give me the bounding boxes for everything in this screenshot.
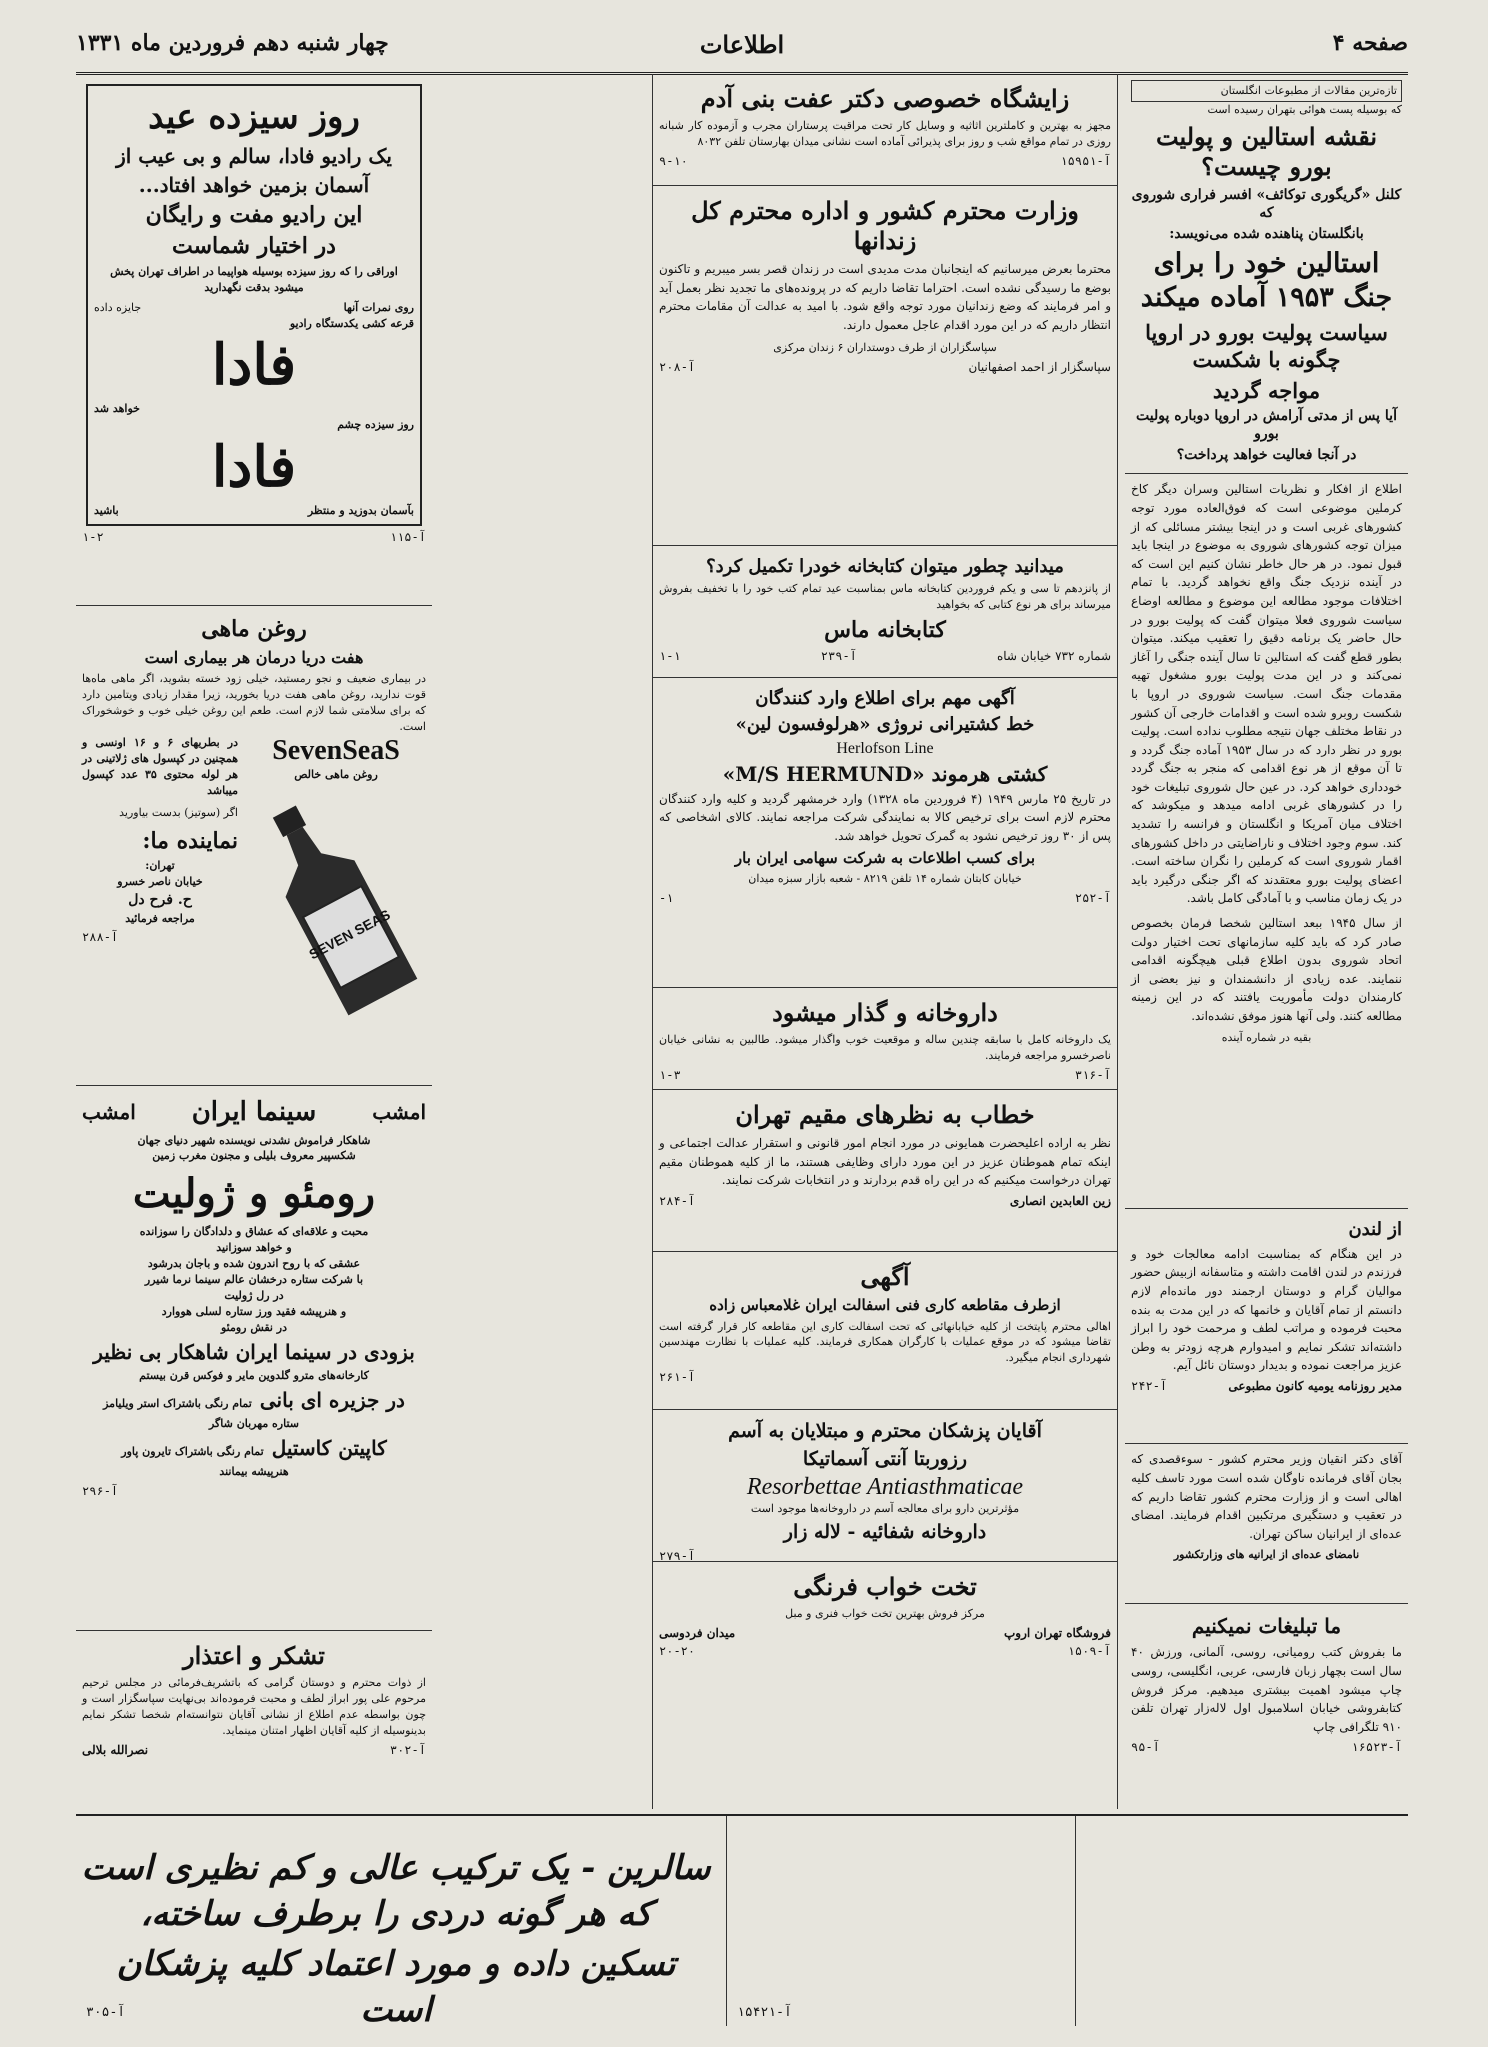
agahi-company: برای کسب اطلاعات به شرکت سهامی ایران بار <box>734 848 1036 867</box>
article-headline: نقشه استالین و پولیت بورو چیست؟ <box>1155 121 1378 181</box>
ministry-letter-body: آقای دکتر انقیان وزیر محترم کشور - سوءقصدی که بجان آقای فرمانده ناوگان شده است مورد تاسف کلیه اهالی است و از وزارت محترم کشور تقاضا داریم که در تعقیب و دستگیری مرتکبین اقدام فرمایند. امضای عده‌ای از ایرانیان ساکن تهران. <box>1131 1452 1402 1541</box>
agahi2-title: آگهی <box>860 1262 910 1291</box>
representative-name: ح. فرح دل <box>128 892 192 909</box>
fada-brand-1: فادا <box>211 332 297 399</box>
newspaper-name: اطلاعات <box>699 30 785 59</box>
fada-line-9: خواهد شد <box>94 402 140 416</box>
pezeshk-shop: داروخانه شفائیه - لاله زار <box>783 1521 987 1544</box>
ketab-code-2: ۱-۱ <box>659 648 681 663</box>
fada-line-11: بآسمان بدوزید و منتظر <box>307 503 414 517</box>
cinema-tonight-right: امشب <box>372 1100 426 1125</box>
bottom-strip <box>76 1814 1408 2028</box>
raghan-bottle-info: در بطریهای ۶ و ۱۶ اونسی و همچنین در کپسول های ژلاتینی در هر لوله محتوی ۳۵ عدد کپسول میباشد <box>82 736 238 797</box>
fada-line-1: یک رادیو فادا، سالم و بی عیب از <box>116 143 392 168</box>
vezarat-sign-1: سپاسگزاران از طرف دوستداران ۶ زندان مرکزی <box>773 341 997 355</box>
zayeshgah-code-1: آ-۱۵۹۵۱ <box>1060 153 1111 168</box>
article-byline-1: کلنل «گریگوری توکائف» افسر فراری شوروی که <box>1131 186 1402 222</box>
fada-line-8: قرعه کشی یکدستگاه رادیو <box>289 316 414 330</box>
pezeshk-title-2: رزوربتا آنتی آسماتیکا <box>802 1447 968 1470</box>
agahi-intro: آگهی مهم برای اطلاع وارد کنندگان <box>755 688 1015 709</box>
cinema-name: سینما ایران <box>191 1097 317 1127</box>
mateb-body: ما بفروش کتب رومیانی، روسی، آلمانی، ورزش ۴۰ سال است بچهار زبان فارسی، عربی، انگلیسی، روسی چاپ میشود اهمیت بیشتری میدهیم. مرکز فروش کتابفروشی خیابان اسلامبول اول لاله‌زار تهران تلفن ۹۱۰ تلگرافی چاپ <box>1131 1645 1402 1734</box>
representative-address: خیابان ناصر خسرو <box>117 875 203 889</box>
vezarat-code: آ-۲۰۸ <box>659 360 696 375</box>
cinema-code: آ-۲۹۶ <box>82 1483 119 1498</box>
article-body: اطلاع از افکار و نظریات استالین وسران دیگر کاخ کرملین موضوعی است که فوق‌العاده مورد توجه کشورهای غربی است و در اینجا بیشتر مسائلی که از میزان توجه کشورهای شوروی به موضوع در اینجا باید قبول نمود. در هر حال خاطر نشان کنیم این است که در آینده نزدیک جنگ واقع نخواهد گردید. با تمام اختلافات موجود مطالعه این موضوع و مطالعه اوضاع سیاست شوروی فعلا میتوان گفت که پولیت بورو در حال حاضر یک برنامه دقیق را تعقیب میکند. میتوان بطور قطع گفت که استالین تا سال آینده جنگی را آغاز نمی‌کند و در این مدت پولیت بورو مشغول تهیه مقدمات جنگ است. سیاست شوروی در اروپا با شکست روبرو شده است و اقدامات خارجی آن کشور در نقاط مختلف جهان نتیجه مطلوب نداده است. پولیت بورو در نظر دارد که در سال ۱۹۵۳ آماده جنگ گردد و تا آن موقع از هر نوع اقدامی که منجر به جنگ گردد خودداری خواهد کرد. در عین حال شوروی تبلیغات خود را در کشورهای غربی ادامه میدهد و میکوشد که اختلاف میان آمریکا و انگلستان و فرانسه را تشدید کند. سوم وجود اختلاف و ناراضایتی در داخل کشورهای اقمار شوروی است که کرملین را نگران ساخته است. اعضای پولیت بورو معتقدند که اگر جنگی درگیرد باید در یک زمان مناسب و با آمادگی کامل باشد. <box>1131 482 1402 906</box>
takht-address: میدان فردوسی <box>659 1625 736 1640</box>
azlandan-sign: مدیر روزنامه یومیه کانون مطبوعی <box>1228 1378 1402 1393</box>
agahi-line: خط کشتیرانی نروژی «هرلوفسون لین» <box>735 714 1035 736</box>
vezarat-title: وزارت محترم کشور و اداره محترم کل زندانها <box>691 196 1079 255</box>
pezeshk-code: آ-۲۷۹ <box>659 1549 696 1563</box>
agahi-code-2: ۱- <box>659 891 674 905</box>
takht-code-2: ۲۰-۲۰ <box>659 1643 696 1658</box>
article-tag-sub: که بوسیله پست هوائی بتهران رسیده است <box>1207 102 1402 116</box>
agahi-code-1: آ-۲۵۲ <box>1074 891 1111 905</box>
takht-title: تخت خواب فرنگی <box>793 1572 977 1601</box>
fada-code-2: ۱-۲ <box>82 530 104 545</box>
main-article-column <box>1125 74 1408 1809</box>
darukhaneh-code-2: ۱-۳ <box>659 1067 681 1082</box>
cinema-film-2-cast: تمام رنگی باشتراک استر ویلیامز <box>103 1396 252 1410</box>
article-question-1: آیا پس از مدتی آرامش در اروپا دوباره پولیت بورو <box>1136 407 1397 443</box>
ads-column <box>76 74 432 1809</box>
cinema-desc-4: و خواهد سوزانید <box>216 1241 292 1255</box>
agahi-address: خیابان کابتان شماره ۱۴ تلفن ۸۲۱۹ - شعبه بازار سبزه میدان <box>748 872 1022 886</box>
takht-shop: فروشگاه تهران اروپ <box>1004 1625 1111 1640</box>
cinema-desc-1: شاهکار فراموش نشدنی نویسنده شهیر دنیای جهان <box>137 1133 371 1147</box>
sallerin-line-2: تسکین داده و مورد اعتماد کلیه پزشکان است <box>116 1943 676 2030</box>
raghan-body: در بیماری ضعیف و نجو رمستید، خیلی زود خسته بشوید، اگر ماهی ماه‌ها قوت ندارید، روغن ماهی هفت دریا بخورید، زیرا مقدار زیادی ویتامین دارد که برای سلامتی شما لازم است. طعم این روغن خیلی خوب و خوشخوراک است. <box>82 672 426 734</box>
tashakor-sign: نصرالله بلالی <box>82 1742 149 1757</box>
representative-note: مراجعه فرمائید <box>125 911 195 925</box>
bottom-center-code: آ-۱۵۴۲۱ <box>737 2005 792 2020</box>
cinema-film-2: در جزیره ای بانی <box>259 1387 405 1412</box>
mateb-title: ما تبلیغات نمیکنیم <box>1191 1614 1342 1639</box>
fada-line-3: این رادیو مفت و رایگان <box>145 201 363 228</box>
cinema-film-3: کاپیتن کاستیل <box>271 1435 387 1460</box>
ketab-code-1: آ-۲۳۹ <box>820 648 857 663</box>
fada-line-5: اوراقی را که روز سیزده بوسیله هواپیما در اطراف تهران پخش میشود بدقت نگهدارید <box>110 264 398 294</box>
cinema-desc-8: و هنرپیشه فقید ورز ستاره لسلی هووارد <box>161 1305 347 1319</box>
agahi2-sub: ازطرف مقاطعه کاری فنی اسفالت ایران غلامعباس زاده <box>709 1296 1061 1314</box>
bottom-center-ad <box>726 1816 1076 2026</box>
page-header <box>76 20 1408 75</box>
mateb-code-2: آ-۹۵ <box>1131 1740 1160 1755</box>
fada-line-7: جایزه داده <box>94 300 142 314</box>
darukhaneh-code-1: آ-۳۱۶ <box>1074 1067 1111 1082</box>
article-body-end: از سال ۱۹۴۵ ببعد استالین شخصا فرمان بخصوص صادر کرد که باید کلیه سازمانهای تحت اختیار دولت اتحاد شوروی بدون اطلاع قبلی هیچگونه اقدامی ننمایند. عده زیادی از دانشمندان و نیز بعضی از کارمندان دولت مأموریت یافتند که در این زمینه مطالعه کنند. ولی آنها هنوز موفق نشده‌اند. <box>1131 916 1403 1024</box>
article-continued: بقیه در شماره آینده <box>1221 1030 1312 1044</box>
page-number: صفحه ۴ <box>1332 30 1408 56</box>
cinema-studio: کارخانه‌های مترو گلدوین مایر و فوکس قرن بیستم <box>139 1368 369 1382</box>
fada-brand-2: فادا <box>211 433 297 500</box>
khetab-sign: زین العابدین انصاری <box>1009 1193 1111 1208</box>
article-main-title: استالین خود را برای جنگ ۱۹۵۳ آماده میکند <box>1140 248 1393 314</box>
sallerin-ad <box>76 1816 716 2030</box>
svg-text:SEVEN SEAS: SEVEN SEAS <box>306 906 393 963</box>
azlandan-body: در این هنگام که بمناسبت ادامه معالجات خود و فرزندم در لندن اقامت داشته و متاسفانه ازبیش حضور موالیان گرام و دوستان ارجمند دور مانده‌ام لازم دانستم از تمام آقایان و خانمها که در این مدت به بنده محبت فرموده و مراتب لطف و مرحمت خود را ابراز داشته‌اند تشکر نمایم و امیدوارم هرچه زودتر به وطن عزیز مراجعت نموده و بدیدار دوستان نائل آیم. <box>1131 1246 1402 1373</box>
cinema-desc-6: با شرکت ستاره درخشان عالم سینما نرما شیرر <box>144 1273 364 1287</box>
article-tag: تازه‌ترین مقالات از مطبوعات انگلستان <box>1131 80 1402 102</box>
cinema-desc-5: عشقی که با روح اندرون شده و باجان بدرشود <box>147 1257 361 1271</box>
representative-city: تهران: <box>145 859 175 873</box>
fada-line-2: آسمان بزمین خواهد افتاد... <box>138 172 370 197</box>
cinema-soon: بزودی در سینما ایران شاهکار بی نظیر <box>93 1339 415 1364</box>
agahi-latin: Herlofson Line <box>836 739 934 757</box>
tashakor-body: از ذوات محترم و دوستان گرامی که باتشریف‌فرمائی در مجلس ترحیم مرحوم علی پور ابراز لطف و محبت فرموده‌اند بی‌نهایت سپاسگزار است و چون بواسطه عدم اطلاع از نشانی آقایان نتوانسته‌ام شخصا تشکر نمایم بدینوسیله از کلیه آقایان اظهار امتنان مینماید. <box>82 1676 426 1737</box>
raghan-sub: هفت دریا درمان هر بیماری است <box>144 647 364 667</box>
khetab-body: نظر به اراده اعلیحضرت همایونی در مورد انجام امور قانونی و استقرار عدالت اجتماعی و اینکه تمام هموطنان عزیز در این مورد دارای وظایفی هستند، ما از کلیه هموطنان مقیم تهران درخواست میکنیم که در این راه قدم بردارند و در انتخابات شرکت نمایند. <box>659 1136 1111 1188</box>
fada-line-6: روی نمرات آنها <box>343 300 414 314</box>
cinema-tonight-left: امشب <box>82 1100 136 1125</box>
raghan-agency: اگر (سوتیز) بدست بیاورید <box>119 805 238 819</box>
representative-title: نماینده ما: <box>142 827 238 854</box>
zayeshgah-body: مجهز به بهترین و کاملترین اثاثیه و وسایل کار تحت مراقبت پرستاران مجرب و آزموده کار شبانه روزی در تمام مواقع شب و روز برای پذیرائی آماده است نشانی میدان بهارستان تلفن ۸۰۳۲ <box>659 119 1111 148</box>
fada-line-10: روز سیزده چشم <box>337 417 414 431</box>
cinema-desc-9: در نقش رومئو <box>220 1321 288 1334</box>
raghan-pure: روغن ماهی خالص <box>294 768 378 782</box>
cinema-star: ستاره مهربان شاگر <box>208 1416 300 1430</box>
vezarat-sign-2: سپاسگزار از احمد اصفهانیان <box>968 360 1111 375</box>
cinema-star-2: هنرپیشه بیمانند <box>219 1464 289 1478</box>
takht-body: مرکز فروش بهترین تخت خواب فنری و مبل <box>785 1607 985 1620</box>
khetab-code: آ-۲۸۴ <box>659 1193 696 1208</box>
cinema-desc-7: در رل ژولیت <box>224 1289 284 1303</box>
agahi2-code: آ-۲۶۱ <box>659 1370 696 1385</box>
zayeshgah-title: زایشگاه خصوصی دکتر عفت بنی آدم <box>700 84 1070 113</box>
seven-seas-bottle-illustration <box>246 791 426 1021</box>
ministry-letter-sign: نامضای عده‌ای از ایرانیه های وزارتکشور <box>1173 1548 1360 1562</box>
cinema-film-3-cast: تمام رنگی باشتراک تایرون پاور <box>121 1444 264 1458</box>
agahi-ship: کشتی هرموند «M/S HERMUND» <box>722 761 1048 786</box>
sallerin-code: آ-۳۰۵ <box>86 2005 126 2020</box>
article-question-2: در آنجا فعالیت خواهد پرداخت؟ <box>1176 447 1357 464</box>
ketab-body: از پانزدهم تا سی و یکم فروردین کتابخانه ماس بمناسبت عید تمام کتب خود را با تخفیف بفروش میرساند برای هر نوع کتابی که بخواهید <box>659 582 1111 612</box>
article-byline-2: بانگلستان پناهنده شده می‌نویسد: <box>1169 226 1364 243</box>
mateb-code-1: آ-۱۶۵۲۳ <box>1351 1740 1402 1755</box>
fada-ad <box>86 84 422 526</box>
representative-code: آ-۲۸۸ <box>82 930 119 945</box>
cinema-desc-2: شکسپیر معروف بلیلی و مجنون مغرب زمین <box>152 1149 356 1163</box>
darukhaneh-title: داروخانه و گذار میشود <box>772 998 998 1027</box>
fada-line-12: باشید <box>94 503 119 517</box>
article-subtitle-2: مواجه گردید <box>1212 377 1321 403</box>
fada-code-1: آ-۱۱۵ <box>389 530 426 545</box>
sallerin-line-1: سالرین - یک ترکیب عالی و کم نظیری است که هر گونه دردی را برطرف ساخته، <box>81 1848 711 1934</box>
pezeshk-body: مؤثرترین دارو برای معالجه آسم در داروخانه‌ها موجود است <box>750 1502 1020 1516</box>
ketab-title: کتابخانه ماس <box>824 617 946 644</box>
azlandan-code: آ-۲۴۲ <box>1131 1378 1168 1393</box>
classifieds-column <box>652 74 1118 1809</box>
ketab-question: میدانید چطور میتوان کتابخانه خودرا تکمیل کرد؟ <box>706 556 1064 577</box>
fada-line-4: در اختیار شماست <box>172 233 336 260</box>
zayeshgah-code-2: ۹-۱۰ <box>659 153 688 168</box>
tashakor-title: تشکر و اعتذار <box>183 1641 325 1670</box>
issue-date: چهار شنبه دهم فروردین ماه ۱۳۳۱ <box>76 30 389 56</box>
raghan-title: روغن ماهی <box>201 616 307 642</box>
article-subtitle-1: سیاست پولیت بورو در اروپا چگونه با شکست <box>1145 319 1388 373</box>
pezeshk-latin: Resorbettae Antiasthmaticae <box>746 1474 1024 1501</box>
takht-code-1: آ-۱۵۰۹ <box>1067 1643 1111 1658</box>
darukhaneh-body: یک داروخانه کامل با سابقه چندین ساله و موقعیت خوب واگذار میشود. طالبین به نشانی خیابان ناصرخسرو مراجعه فرمایند. <box>659 1033 1111 1062</box>
cinema-film-title: رومئو و ژولیت <box>132 1170 376 1218</box>
azlandan-title: از لندن <box>1348 1219 1402 1241</box>
cinema-desc-3: محبت و علاقه‌ای که عشاق و دلدادگان را سوزانده <box>139 1225 369 1239</box>
tashakor-code: آ-۳۰۲ <box>389 1742 426 1757</box>
khetab-title: خطاب به نظرهای مقیم تهران <box>735 1100 1035 1129</box>
fada-title: روز سیزده عید <box>148 97 360 137</box>
pezeshk-title-1: آقایان پزشکان محترم و مبتلایان به آسم <box>728 1420 1042 1442</box>
vezarat-body: محترما بعرض میرسانیم که اینجانبان مدت مدیدی است در زندان قصر بسر میبریم و تاکنون بوضع ما رسیدگی نشده است. احتراما تقاضا داریم که در پرونده‌های ما تجدید نظر بعمل آید و امر فرمایند که وضع زندانیان مورد توجه واقع شود. با امید به عدالت آن مقامات محترم انتظار داریم که در این مورد اقدام عاجل معمول دارند. <box>659 262 1111 332</box>
ketab-address: شماره ۷۳۲ خیابان شاه <box>996 648 1111 663</box>
agahi2-body: اهالی محترم پایتخت از کلیه خیابانهائی که تحت اسفالت کاری این مقاطعه کار قرار گرفته است تقاضا میشود که در موقع عملیات با کارگران همکاری فرمایند. کلیه عملیات با نظارت مهندسین شهرداری انجام میگیرد. <box>659 1319 1111 1365</box>
agahi-body: در تاریخ ۲۵ مارس ۱۹۴۹ (۴ فروردین ماه ۱۳۲۸) وارد خرمشهر گردید و کلیه وارد کنندگان محترم لازم است برای ترخیص کالا به نمایندگی شرکت مراجعه نمایند. کالای اشخاصی که پس از ۳۰ روز ترخیص نشود به گمرک تحویل خواهد شد. <box>659 791 1112 843</box>
raghan-brand: SevenSeaS <box>272 735 400 767</box>
